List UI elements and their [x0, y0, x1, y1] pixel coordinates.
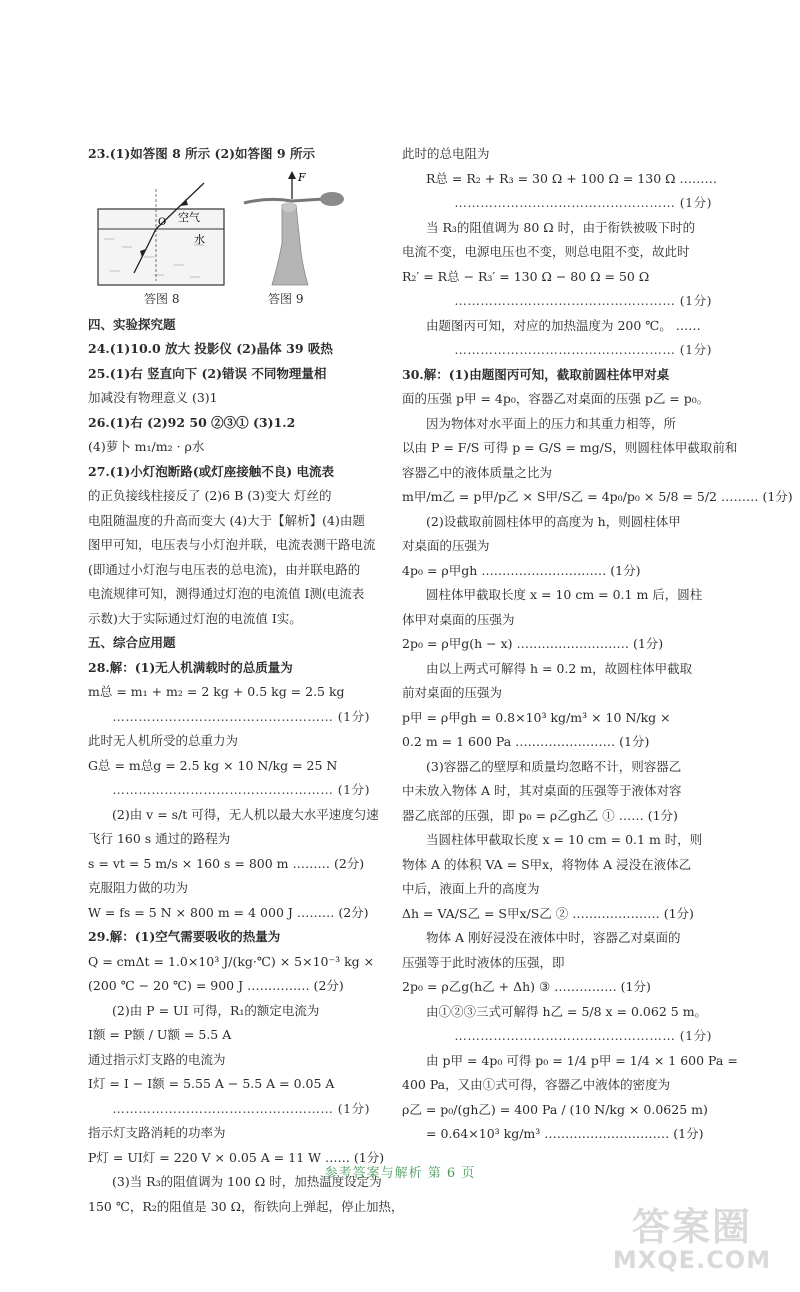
text-line: 以由 P = F/S 可得 p = G/S = mg/S，则圆柱体甲截取前和 [402, 440, 738, 455]
section-heading: 五、综合应用题 [88, 635, 176, 650]
text-line: G总 = m总g = 2.5 kg × 10 N/kg = 25 N [88, 757, 338, 773]
text-line: 物体 A 刚好浸没在液体中时，容器乙对桌面的 [426, 930, 681, 945]
section-heading: 四、实验探究题 [88, 316, 176, 332]
text-line: (2)由 P = UI 可得，R₁的额定电流为 [112, 1002, 320, 1018]
text-line: R₂′ = R总 − R₃′ = 130 Ω − 80 Ω = 50 Ω [402, 268, 650, 284]
question-line: 30.解：(1)由题图丙可知，截取前圆柱体甲对桌 [402, 366, 670, 382]
text-line: (2)由 v = s/t 可得，无人机以最大水平速度匀速 [112, 806, 379, 822]
text-line: 由题图丙可知，对应的加热温度为 200 ℃。 …… [426, 317, 701, 333]
text-line: (即通过小灯泡与电压表的总电流)，由并联电路的 [88, 561, 361, 577]
watermark-top-text: 答案圈 [631, 1205, 752, 1249]
text-line: 2p₀ = ρ乙g(h乙 + Δh) ③ …………… (1分) [402, 979, 651, 994]
score-line: …………………………………………… (1分) [454, 293, 712, 308]
text-line: 当 R₃的阻值调为 80 Ω 时，由于衔铁被吸下时的 [426, 219, 696, 235]
refraction-diagram [94, 169, 234, 287]
text-line: 4p₀ = ρ甲gh ………………………… (1分) [402, 562, 641, 578]
spoon-finger-diagram [238, 169, 348, 287]
text-line: 中后，液面上升的高度为 [402, 881, 540, 896]
text-line: (3)当 R₃的阻值调为 100 Ω 时，加热温度设定为 [112, 1174, 382, 1189]
text-line: 面的压强 p甲 = 4p₀，容器乙对桌面的压强 p乙 = p₀。 [402, 391, 710, 406]
text-line: 的正负接线柱接反了 (2)6 B (3)变大 灯丝的 [88, 488, 332, 503]
air-label: 空气 [178, 210, 200, 224]
text-line: 当圆柱体甲截取长度 x = 10 cm = 0.1 m 时，则 [426, 832, 703, 847]
text-line: m总 = m₁ + m₂ = 2 kg + 0.5 kg = 2.5 kg [88, 684, 345, 699]
text-line: R总 = R₂ + R₃ = 30 Ω + 100 Ω = 130 Ω ……… [426, 170, 717, 186]
text-line: (4)萝卜 m₁/m₂ · ρ水 [88, 439, 205, 454]
text-line: 2p₀ = ρ甲g(h − x) ……………………… (1分) [402, 636, 664, 651]
question-line: 23.(1)如答图 8 所示 (2)如答图 9 所示 [88, 146, 315, 161]
text-line: 中未放入物体 A 时，其对桌面的压强等于液体对容 [402, 783, 682, 798]
text-line: I额 = P额 / U额 = 5.5 A [88, 1027, 232, 1042]
text-line: 器乙底部的压强，即 p₀ = ρ乙gh乙 ① …… (1分) [402, 807, 678, 823]
figure-8-caption: 答图 8 [144, 291, 180, 306]
text-line: 压强等于此时液体的压强，即 [402, 954, 565, 970]
text-line: = 0.64×10³ kg/m³ ………………………… (1分) [426, 1126, 704, 1141]
page-footer: 参考答案与解析 第 6 页 [324, 1166, 476, 1181]
text-line: 克服阻力做的功为 [88, 880, 189, 895]
text-line: 此时的总电阻为 [402, 146, 490, 161]
text-line: 此时无人机所受的总重力为 [88, 733, 239, 748]
text-line: 加减没有物理意义 (3)1 [88, 390, 218, 405]
figure-8 [94, 169, 234, 309]
text-line: 由①②③三式可解得 h乙 = 5/8 x = 0.062 5 m。 [426, 1003, 708, 1019]
text-line: 图甲可知，电压表与小灯泡并联，电流表测干路电流 [88, 537, 376, 552]
text-line: 因为物体对水平面上的压力和其重力相等，所 [426, 415, 677, 431]
watermark-url-text: MXQE.COM [612, 1246, 772, 1274]
figure-9-caption: 答图 9 [268, 291, 304, 306]
score-line: …………………………………………… (1分) [112, 708, 370, 724]
score-line: …………………………………………… (1分) [112, 782, 370, 797]
water-label: 水 [194, 232, 205, 246]
text-line: 电流不变，电源电压也不变，则总电阻不变，故此时 [402, 244, 690, 259]
question-line: 24.(1)10.0 放大 投影仪 (2)晶体 39 吸热 [88, 341, 333, 356]
question-line: 29.解：(1)空气需要吸收的热量为 [88, 929, 281, 944]
text-line: p甲 = ρ甲gh = 0.8×10³ kg/m³ × 10 N/kg × [402, 709, 671, 725]
text-line: 对桌面的压强为 [402, 538, 490, 553]
text-line: 示数)大于实际通过灯泡的电流值 I实。 [88, 610, 302, 626]
text-line: P灯 = UI灯 = 220 V × 0.05 A = 11 W …… (1分) [88, 1149, 385, 1165]
text-line: Q = cmΔt = 1.0×10³ J/(kg·℃) × 5×10⁻³ kg × [88, 953, 375, 969]
text-line: 物体 A 的体积 VA = S甲x，将物体 A 浸没在液体乙 [402, 856, 692, 872]
text-line: 容器乙中的液体质量之比为 [402, 464, 553, 480]
text-line: 飞行 160 s 通过的路程为 [88, 831, 231, 846]
text-line: Δh = VA/S乙 = S甲x/S乙 ② ………………… (1分) [402, 905, 694, 921]
right-column [402, 142, 793, 1147]
text-line: 指示灯支路消耗的功率为 [88, 1125, 226, 1140]
text-line: (200 ℃ − 20 ℃) = 900 J …………… (2分) [88, 978, 344, 993]
text-line: 0.2 m = 1 600 Pa …………………… (1分) [402, 734, 650, 749]
text-line: I灯 = I − I额 = 5.55 A − 5.5 A = 0.05 A [88, 1076, 335, 1091]
question-line: 28.解：(1)无人机满载时的总质量为 [88, 659, 293, 675]
text-line: 电阻随温度的升高而变大 (4)大于【解析】(4)由题 [88, 512, 365, 528]
text-line: 150 ℃，R₂的阻值是 30 Ω，衔铁向上弹起，停止加热， [88, 1198, 404, 1214]
text-line: 由 p甲 = 4p₀ 可得 p₀ = 1/4 p甲 = 1/4 × 1 600 Pa = [426, 1052, 738, 1068]
point-o-label: O [158, 216, 167, 228]
text-line: (2)设截取前圆柱体甲的高度为 h，则圆柱体甲 [426, 513, 681, 529]
text-line: 体甲对桌面的压强为 [402, 611, 515, 627]
force-f-label: F [298, 170, 306, 184]
text-line: s = vt = 5 m/s × 160 s = 800 m ……… (2分) [88, 855, 365, 871]
text-line: ρ乙 = p₀/(gh乙) = 400 Pa / (10 N/kg × 0.0625 m) [402, 1101, 708, 1117]
question-line: 26.(1)右 (2)92 50 ②③① (3)1.2 [88, 414, 296, 430]
score-line: …………………………………………… (1分) [112, 1100, 370, 1116]
score-line: …………………………………………… (1分) [454, 1028, 712, 1043]
text-line: W = fs = 5 N × 800 m = 4 000 J ……… (2分) [88, 904, 369, 920]
question-line: 27.(1)小灯泡断路(或灯座接触不良) 电流表 [88, 463, 334, 479]
text-line: 电流规律可知，测得通过灯泡的电流值 I测(电流表 [88, 586, 365, 601]
text-line: 通过指示灯支路的电流为 [88, 1051, 226, 1067]
watermark-logo [602, 1196, 782, 1286]
text-line: 400 Pa，又由①式可得，容器乙中液体的密度为 [402, 1077, 671, 1092]
figure-9 [238, 169, 348, 309]
text-line: (3)容器乙的壁厚和质量均忽略不计，则容器乙 [426, 758, 682, 774]
text-line: 前对桌面的压强为 [402, 685, 503, 700]
text-line: 圆柱体甲截取长度 x = 10 cm = 0.1 m 后，圆柱 [426, 587, 703, 602]
question-line: 25.(1)右 竖直向下 (2)错误 不同物理量相 [88, 365, 327, 381]
score-line: …………………………………………… (1分) [454, 195, 712, 210]
text-line: m甲/m乙 = p甲/p乙 × S甲/S乙 = 4p₀/p₀ × 5/8 = 5/2 ……… (1分) [402, 489, 793, 504]
figure-row [88, 169, 370, 309]
text-line: 由以上两式可解得 h = 0.2 m，故圆柱体甲截取 [426, 660, 693, 676]
score-line: …………………………………………… (1分) [454, 342, 712, 357]
